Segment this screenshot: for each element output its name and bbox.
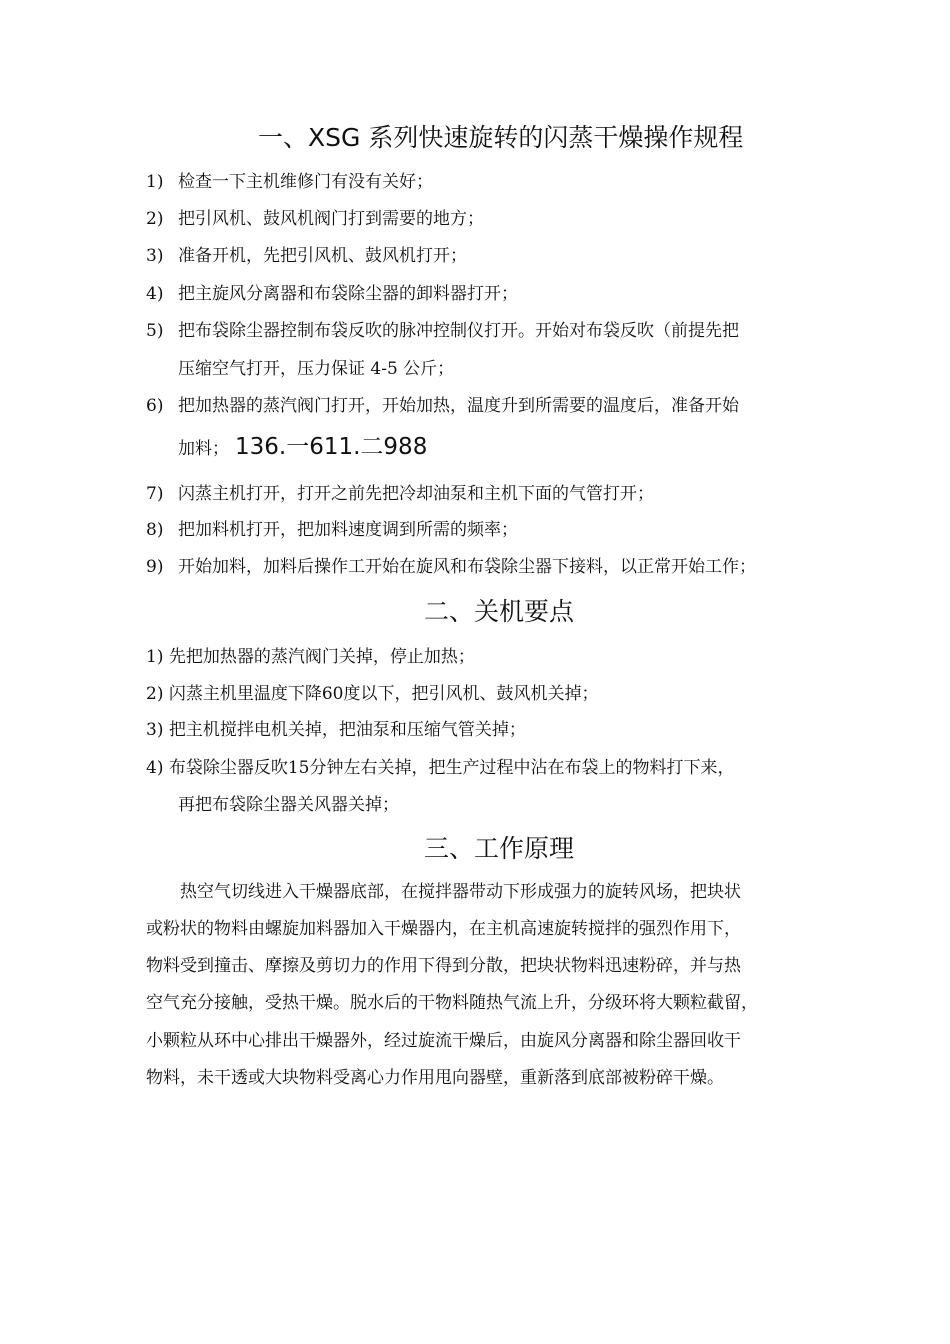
step-text: 加料； — [178, 439, 229, 459]
shutdown-step-4-continued: 再把布袋除尘器关风器关掉； — [178, 795, 399, 815]
shutdown-step-3: 3) 把主机搅拌电机关掉，把油泵和压缩气管关掉； — [146, 720, 526, 740]
section1-title: 一、XSG 系列快速旋转的闪蒸干燥操作规程 — [258, 123, 744, 152]
step-text: 准备开机，先把引风机、鼓风机打开； — [178, 246, 467, 266]
step-text: 把布袋除尘器控制布袋反吹的脉冲控制仪打开。开始对布袋反吹（前提先把 — [178, 321, 739, 341]
step-3 — [146, 246, 467, 266]
step-8 — [146, 520, 518, 540]
principle-line-5: 小颗粒从环中心排出干燥器外，经过旋流干燥后，由旋风分离器和除尘器回收干 — [146, 1031, 741, 1051]
section2-title: 二、关机要点 — [424, 597, 575, 626]
principle-line-3: 物料受到撞击、摩擦及剪切力的作用下得到分散，把块状物料迅速粉碎，并与热 — [146, 956, 741, 976]
step-number: 8) — [146, 520, 164, 540]
shutdown-step-4: 4) 布袋除尘器反吹15分钟左右关掉，把生产过程中沾在布袋上的物料打下来， — [146, 758, 735, 778]
step-number: 5) — [146, 321, 164, 341]
step-1 — [146, 172, 433, 192]
shutdown-step-1: 1) 先把加热器的蒸汽阀门关掉，停止加热； — [146, 647, 475, 667]
step-text: 把加料机打开，把加料速度调到所需的频率； — [178, 520, 518, 540]
step-7 — [146, 484, 654, 504]
principle-line-4: 空气充分接触，受热干燥。脱水后的干物料随热气流上升，分级环将大颗粒截留， — [146, 993, 758, 1013]
step-text: 检查一下主机维修门有没有关好； — [178, 172, 433, 192]
section3-title: 三、工作原理 — [424, 834, 575, 863]
step-4 — [146, 284, 518, 304]
step-number: 2) — [146, 209, 164, 229]
step-number: 9) — [146, 557, 164, 577]
step-text: 把加热器的蒸汽阀门打开，开始加热，温度升到所需要的温度后，准备开始 — [178, 396, 739, 416]
step-text: 开始加料，加料后操作工开始在旋风和布袋除尘器下接料，以正常开始工作； — [178, 557, 756, 577]
step-number: 3) — [146, 246, 164, 266]
step-5-continued: 压缩空气打开，压力保证 4-5 公斤； — [178, 359, 455, 379]
step-number: 7) — [146, 484, 164, 504]
step-6 — [146, 396, 739, 416]
step-text: 把主旋风分离器和布袋除尘器的卸料器打开； — [178, 284, 518, 304]
step-9 — [146, 557, 756, 577]
principle-line-6: 物料，未干透或大块物料受离心力作用甩向器壁，重新落到底部被粉碎干燥。 — [146, 1068, 724, 1088]
step-text: 闪蒸主机打开，打开之前先把冷却油泵和主机下面的气管打开； — [178, 484, 654, 504]
step-5 — [146, 321, 739, 341]
principle-line-2: 或粉状的物料由螺旋加料器加入干燥器内，在主机高速旋转搅拌的强烈作用下， — [146, 919, 741, 939]
step-6-continued — [178, 434, 428, 460]
step-number: 4) — [146, 284, 164, 304]
step-number: 6) — [146, 396, 164, 416]
step-number: 1) — [146, 172, 164, 192]
step-2 — [146, 209, 484, 229]
step-text: 把引风机、鼓风机阀门打到需要的地方； — [178, 209, 484, 229]
principle-line-1: 热空气切线进入干燥器底部，在搅拌器带动下形成强力的旋转风场，把块状 — [180, 882, 741, 902]
phone-number: 136.一611.二988 — [235, 434, 428, 460]
shutdown-step-2: 2) 闪蒸主机里温度下降60度以下，把引风机、鼓风机关掉； — [146, 684, 599, 704]
